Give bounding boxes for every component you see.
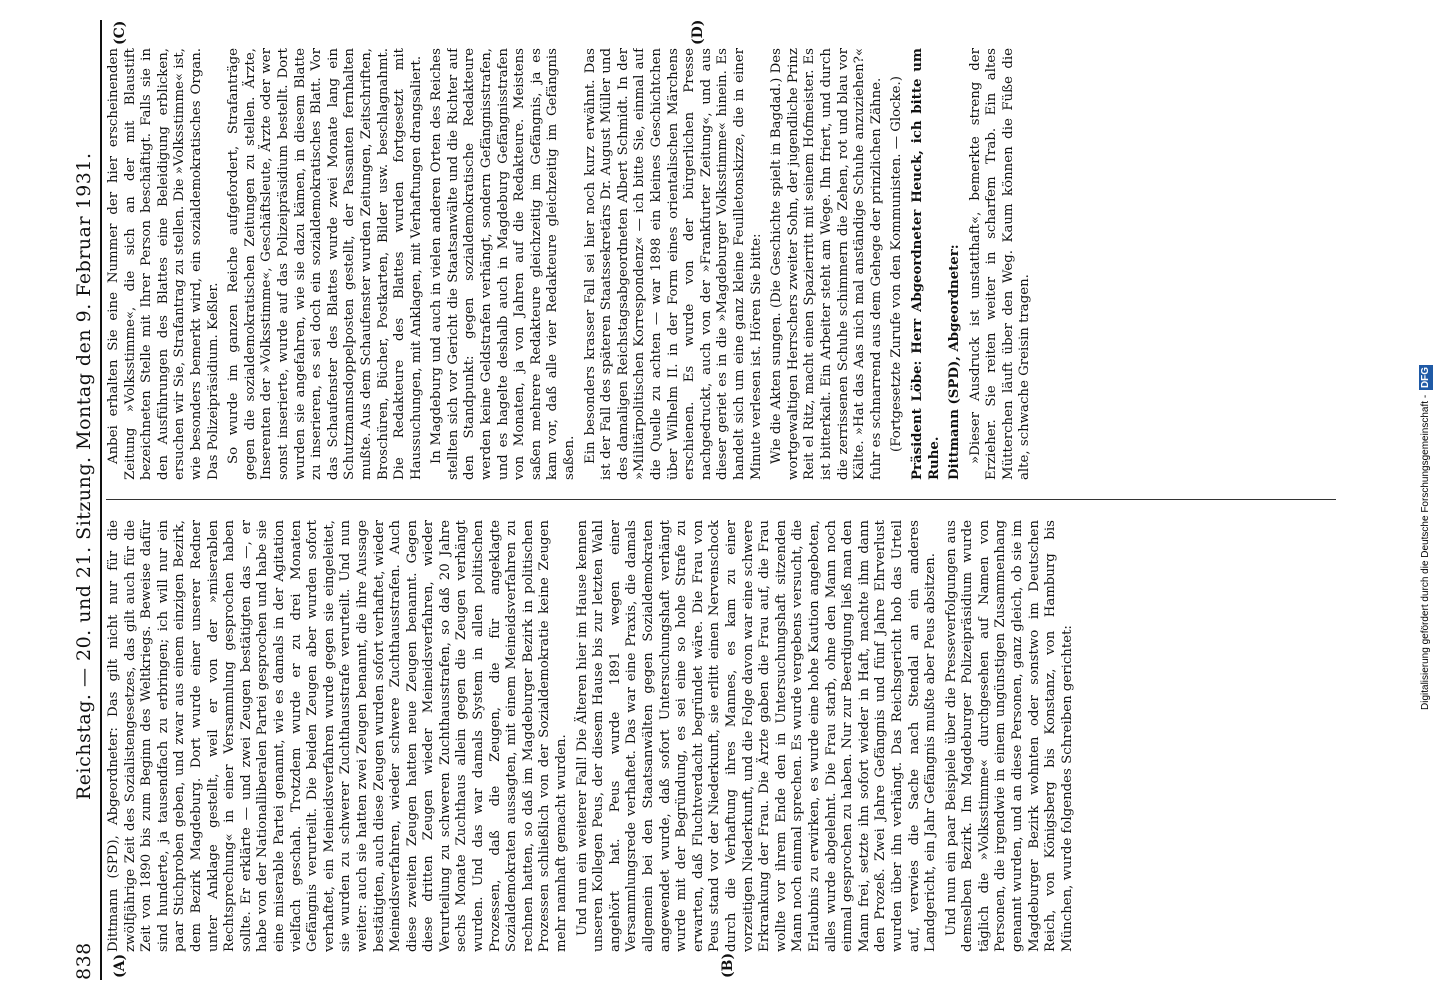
paragraph: In Magdeburg und auch in vielen anderen Orten des Reiches stellten sich vor Gericht die Staatsanwälte und die Richter auf den Standpunkt: gegen sozialdemokratische Redakteure werden keine Geldstrafen verhängt, sondern Gefängnisstrafen, und es hagelte deshalb auch in Magdeburg Gefängnisstrafen von Monaten, ja von Jahren auf die Redakteure. Meistens saßen mehrere Redakteure gleichzeitig im Gefängnis, ja es kam vor, daß alle vier Redakteure gleichzeitig im Gefängnis saßen. <box>429 48 578 480</box>
paragraph: Und nun ein weiterer Fall! Die Älteren hier im Hause kennen unseren Kollegen Peus, der diesem Hause bis zur letzten Wahl angehört hat. Peus wurde 1891 wegen einer Versammlungsrede verhaftet. Das war eine Praxis, die damals allgemein bei den Staatsanwälten gegen Sozialdemokraten angewendet wurde, daß sofort Untersuchungshaft verhängt wurde mit der Begründung, es sei eine so hohe Strafe zu erwarten, daß Fluchtverdacht begründet wäre. Die Frau von Peus stand vor der Niederkunft, sie erlitt einen Nervenschock durch die Verhaftung ihres Mannes, es kam zu einer vorzeitigen Niederkunft, und die Folge davon war eine schwere Erkrankung der Frau. Die Ärzte gaben die Frau auf, die Frau wollte vor ihrem Ende den in Untersuchungshaft sitzenden Mann noch einmal sprechen. Es wurde vergebens versucht, die Erlaubnis zu erwirken, es wurde eine hohe Kaution angeboten, alles wurde abgelehnt. Die Frau starb, ohne den Mann noch einmal gesprochen zu haben. Nur zur Beerdigung ließ man den Mann frei, setzte ihn sofort wieder in Haft, machte ihm dann den Prozeß. Zwei Jahre Gefängnis und fünf Jahre Ehrverlust wurden über ihn verhängt. Das Reichsgericht hob das Urteil auf, verwies die Sache nach Stendal an ein anderes Landgericht, ein Jahr Gefängnis mußte aber Peus absitzen. <box>574 520 939 952</box>
dfg-logo: DFG <box>1420 366 1431 389</box>
paragraph: So wurde im ganzen Reiche aufgefordert, Strafanträge gegen die sozialdemokratischen Zeitungen zu stellen. Ärzte, Inserenten der »Volksstimme«, Geschäftsleute, Ärzte oder wer sonst inserierte, wurde auf das Polizeipräsidium bestellt. Dort wurden sie angefahren, wie sie dazu kämen, in diesem Blatte zu inserieren, es sei doch ein sozialdemokratisches Blatt. Vor das Schaufenster des Blattes wurde zwei Monate lang ein Schutzmannsdoppelposten gestellt, der Passanten fernhalten mußte. Aus dem Schaufenster wurden Zeitungen, Zeitschriften, Broschüren, Bücher, Postkarten, Bilder usw. beschlagnahmt. Die Redakteure des Blattes wurden fortgesetzt mit Haussuchungen, mit Anklagen, mit Verhaftungen drangsaliert. <box>226 48 424 480</box>
page-number: 838 <box>73 942 95 980</box>
speaker-president: Präsident Löbe: Herr Abgeordneter Heuck, ich bitte um Ruhe. <box>909 48 942 480</box>
page-header <box>70 40 98 980</box>
paragraph: Und nun ein paar Beispiele über die Presseverfolgungen aus demselben Bezirk. Im Magdeburger Polizeipräsidium wurde täglich die »Volksstimme« durchgesehen auf Namen von Personen, die irgendwie in einem ungünstigen Zusammenhang genannt wurden, und an diese Personen, ganz gleich, ob sie im Magdeburger Bezirk wohnten oder sonstwo im Deutschen Reich, von Königsberg bis Konstanz, von Hamburg bis München, wurde folgendes Schreiben gerichtet: <box>943 520 1075 952</box>
quoted-story-continued: »Dieser Ausdruck ist unstatthaft«, bemerkte streng der Erzieher. Sie reiten weiter in scharfem Trab. Ein altes Mütterchen läuft über den Weg. Kaum können die Füße die alte, schwache Greisin tragen. <box>967 48 1033 480</box>
margin-mark-c: (C) <box>112 20 128 45</box>
credit-text: Digitalisierung gefördert durch die Deutsche Forschungsgemeinschaft - <box>1420 394 1431 710</box>
paragraph: Ein besonders krasser Fall sei hier noch kurz erwähnt. Das ist der Fall des späteren Staatssekretärs Dr. August Müller und des damaligen Reichstagsabgeordneten Albert Schmidt. In der »Militärpolitischen Korrespondenz« — ich bitte Sie, einmal auf die Quelle zu achten — war 1898 ein kleines Geschichtchen über Wilhelm II. in der Form eines orientalischen Märchens erschienen. Es wurde von der bürgerlichen Presse nachgedruckt, auch von der »Frankfurter Zeitung«, und aus dieser geriet es in die »Magdeburger Volksstimme« hinein. Es handelt sich um eine ganz kleine Feuilletonskizze, die in einer Minute verlesen ist. Hören Sie bitte: <box>582 48 764 480</box>
margin-mark-a: (A) <box>112 953 128 978</box>
running-title: Reichstag. — 20. und 21. Sitzung. Montag den 9. Februar 1931. <box>73 152 95 800</box>
quoted-letter: Anbei erhalten Sie eine Nummer der hier erscheinenden Zeitung »Volksstimme«, die sich an der mit Blaustift bezeichneten Stelle mit Ihrer Person beschäftigt. Falls sie in den Ausführungen des Blattes eine Beleidigung erblicken, ersuchen wir Sie, Strafantrag zu stellen. Die »Volksstimme« ist, wie besonders bemerkt wird, ein sozialdemokratisches Organ. Das Polizeipräsidium. Keßler. <box>106 48 221 480</box>
digitization-credit <box>1419 10 1433 710</box>
text-column-left <box>106 520 1336 952</box>
quoted-story: Wie die Akten sungen. (Die Geschichte spielt in Bagdad.) Des wortgewaltigen Herrschers zweiter Sohn, der jugendliche Prinz Reit el Ritz, macht einen Spazierritt mit seinem Hofmeister. Es ist bitterkalt. Ein Arbeiter steht am Wege. Ihn friert, und durch die zerrissenen Schuhe schimmern die Zehen, rot und blau vor Kälte. »Hat das Aas nich mal anständige Schuhe anzuziehen?« fuhr es schnarrend aus dem Gehege der prinzlichen Zähne. <box>769 48 884 480</box>
speaker-dittmann: Dittmann (SPD), Abgeordneter: <box>947 244 963 480</box>
margin-mark-d: (D) <box>690 19 706 45</box>
column-divider <box>106 499 1336 500</box>
margin-mark-b: (B) <box>720 952 736 978</box>
header-rule <box>100 20 102 980</box>
interjection: (Fortgesetzte Zurufe von den Kommunisten. — Glocke.) <box>889 76 905 452</box>
paragraph: Dittmann (SPD), Abgeordneter: Das gilt nicht nur für die zwölfjährige Zeit des Sozialistengesetzes, das gilt auch für die Zeit von 1890 bis zum Beginn des Weltkriegs. Beweise dafür sind hunderte, ja tausendfach zu erbringen; ich will nur ein paar Stichproben geben, und zwar aus einem einzigen Bezirk, dem Bezirk Magdeburg. Dort wurde einer unserer Redner unter Anklage gestellt, weil er von der »miserablen Rechtsprechung« in einer Versammlung gesprochen haben sollte. Er erklärte — und zwei Zeugen bestätigten das —, er habe von der Nationalliberalen Partei gesprochen und habe sie eine miserable Partei genannt, wie es damals in der Agitation vielfach geschah. Trotzdem wurde er zu drei Monaten Gefängnis verurteilt. Die beiden Zeugen aber wurden sofort verhaftet, ein Meineidsverfahren wurde gegen sie eingeleitet, sie wurden zu schwerer Zuchthausstrafe verurteilt. Und nun weiter: auch sie hatten zwei Zeugen benannt, die ihre Aussage bestätigten, auch diese Zeugen wurden sofort verhaftet, wieder Meineidsverfahren, wieder schwere Zuchthausstrafen. Auch diese zweiten Zeugen hatten neue Zeugen benannt. Gegen diese dritten Zeugen wieder Meineidsverfahren, wieder Verurteilung zu schweren Zuchthausstrafen, so daß 20 Jahre sechs Monate Zuchthaus allein gegen die Zeugen verhängt wurden. Und das war damals System in allen politischen Prozessen, daß die Zeugen, die für angeklagte Sozialdemokraten aussagten, mit einem Meineidsverfahren zu rechnen hatten, so daß im Magdeburger Bezirk in politischen Prozessen schließlich von der Sozialdemokratie keine Zeugen mehr namhaft gemacht wurden. <box>106 520 570 952</box>
text-column-right <box>106 48 1336 480</box>
